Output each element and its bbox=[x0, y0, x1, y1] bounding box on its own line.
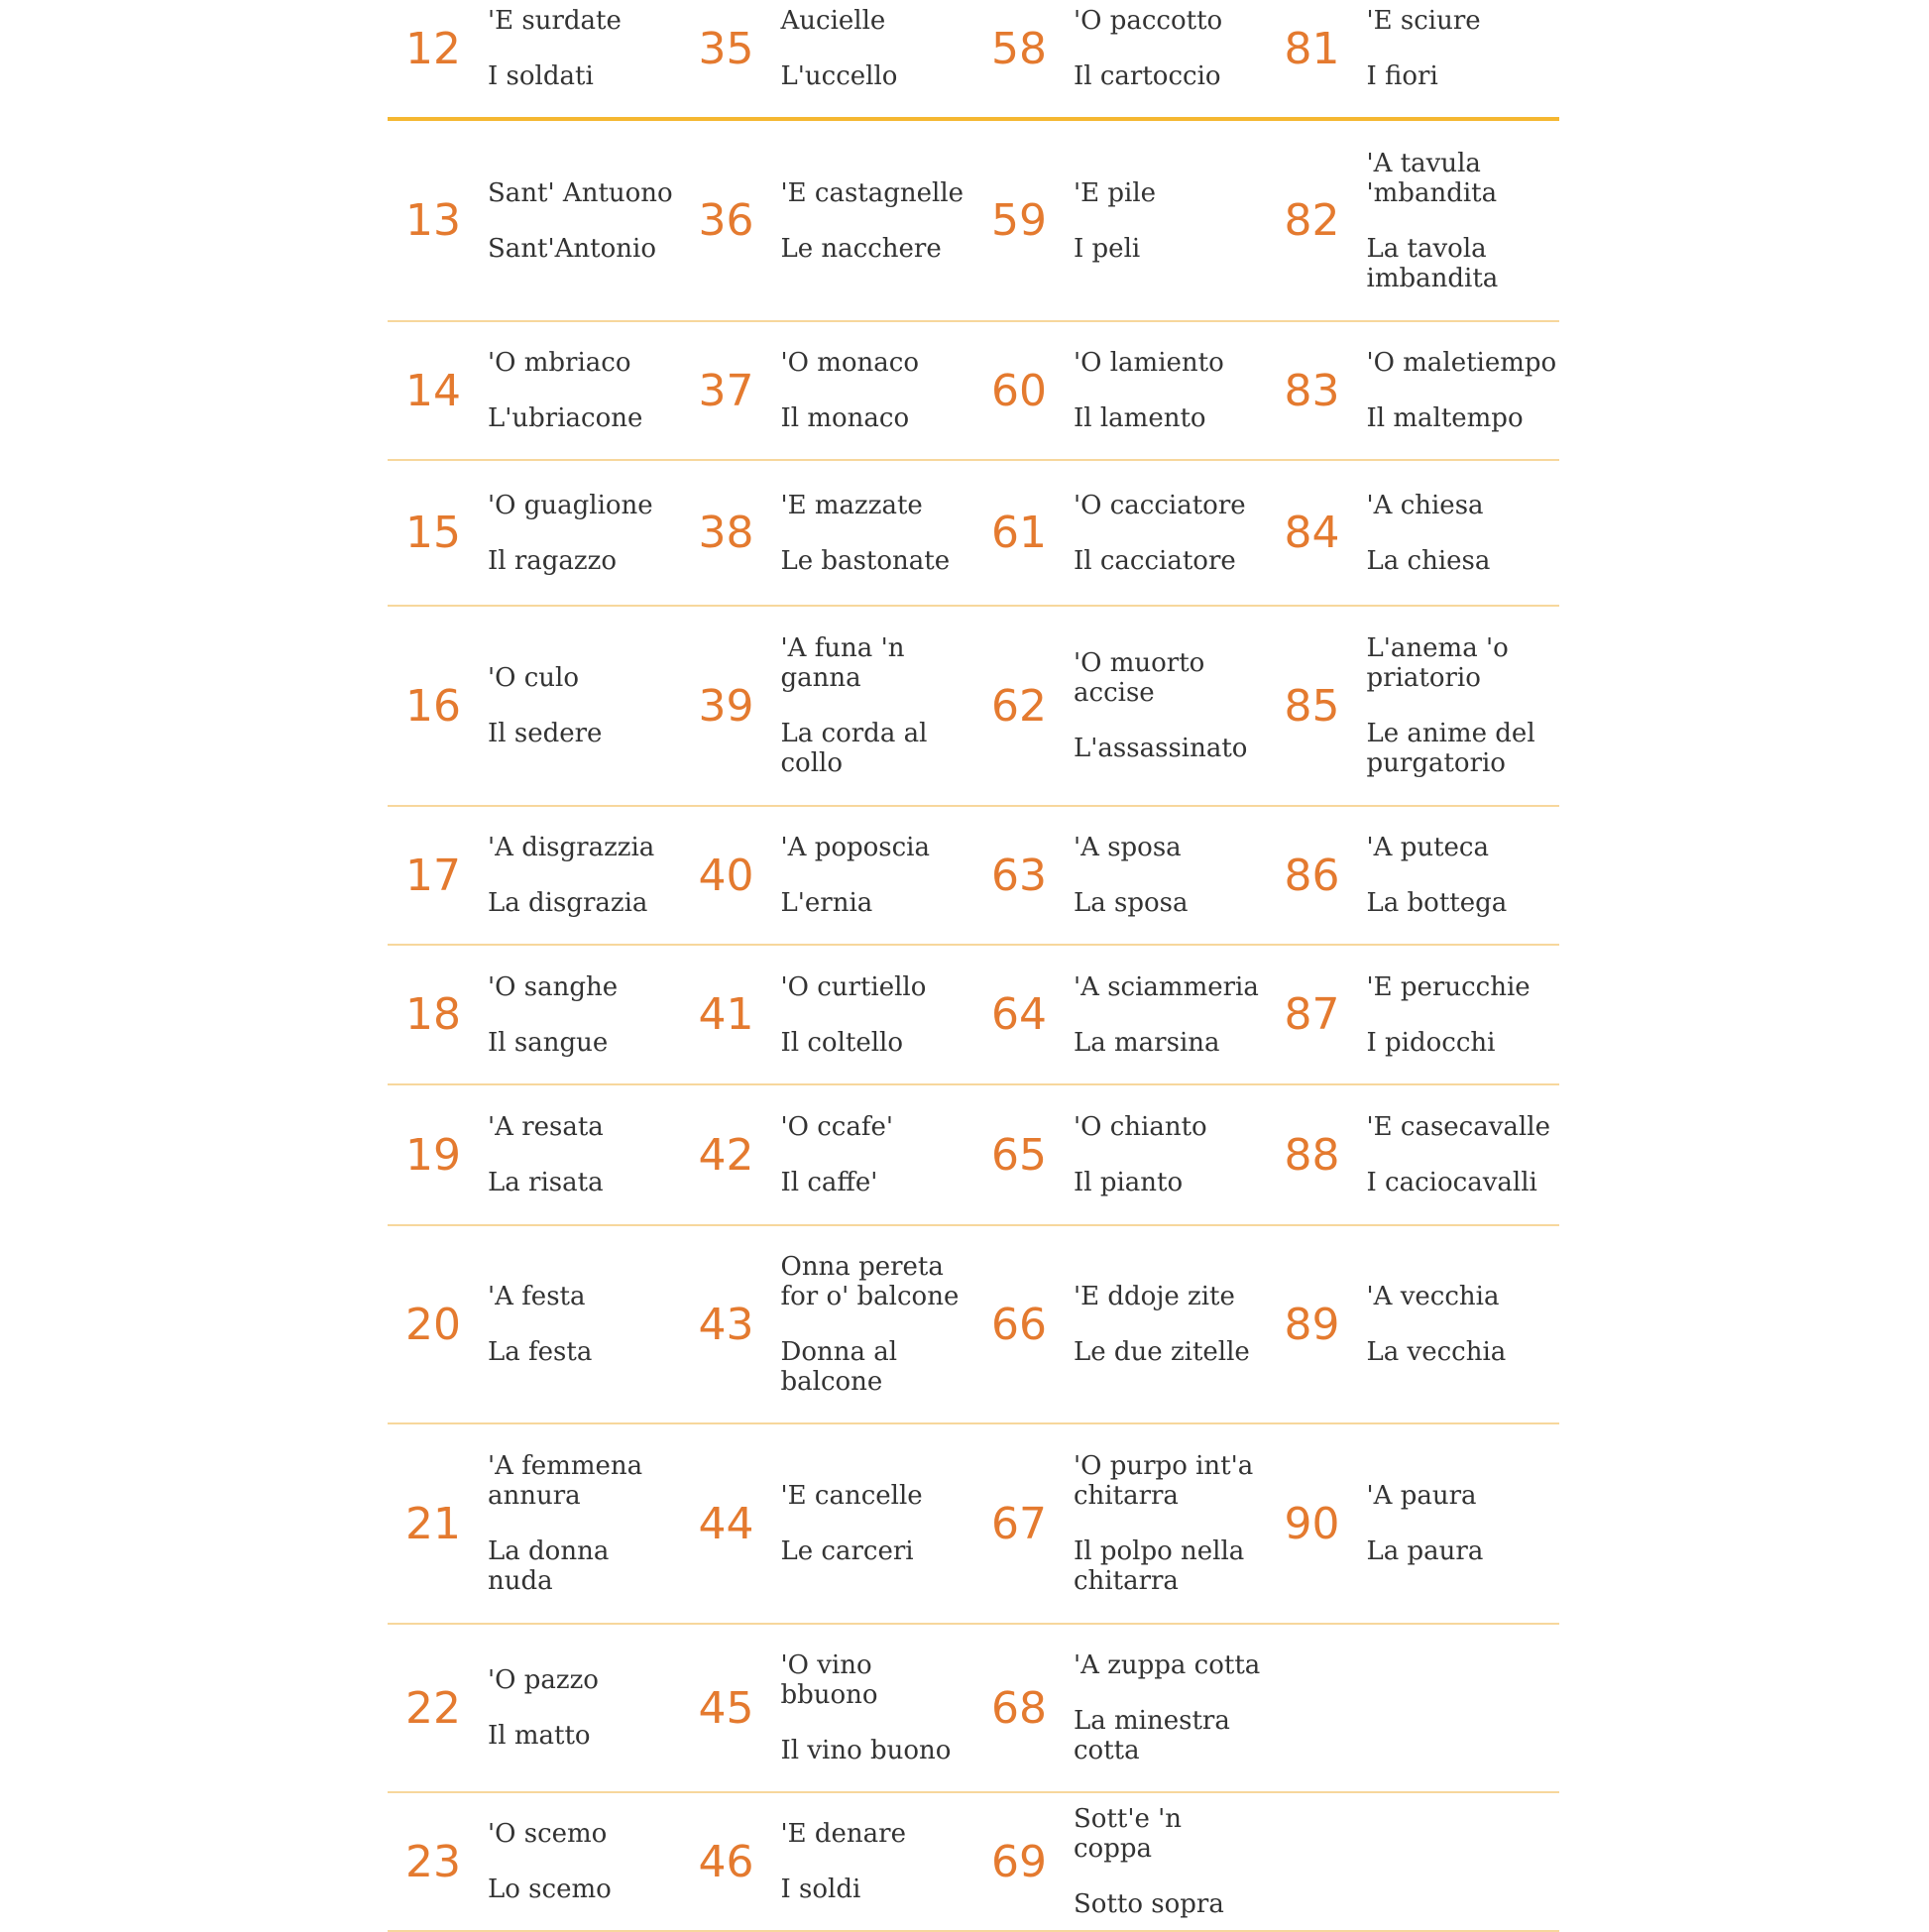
neapolitan-term: 'E pile bbox=[1074, 177, 1157, 208]
table-row bbox=[388, 1085, 1559, 1226]
entry-number: 46 bbox=[698, 1836, 754, 1887]
number-entry bbox=[1267, 1085, 1560, 1224]
entry-texts bbox=[1364, 491, 1560, 576]
italian-translation: La vecchia bbox=[1366, 1337, 1507, 1367]
entry-texts bbox=[1071, 833, 1267, 918]
entry-texts bbox=[778, 1819, 974, 1904]
entry-number: 17 bbox=[405, 850, 461, 901]
italian-translation: Il vino buono bbox=[780, 1736, 952, 1765]
entry-number: 69 bbox=[991, 1836, 1047, 1887]
number-entry bbox=[681, 1625, 974, 1791]
entry-texts bbox=[1071, 1804, 1267, 1919]
entry-number: 12 bbox=[405, 24, 461, 74]
italian-translation: I caciocavalli bbox=[1366, 1168, 1537, 1197]
number-entry bbox=[388, 0, 681, 91]
number-entry bbox=[681, 1793, 974, 1930]
entry-number: 16 bbox=[405, 680, 461, 732]
number-entry bbox=[681, 946, 974, 1083]
italian-translation: Le bastonate bbox=[780, 545, 951, 576]
number-entry bbox=[681, 0, 974, 91]
table-row bbox=[388, 1424, 1559, 1625]
entry-texts bbox=[1364, 1481, 1560, 1566]
neapolitan-term: 'O chianto bbox=[1074, 1112, 1207, 1142]
neapolitan-term: 'E perucchie bbox=[1366, 971, 1531, 1002]
entry-texts bbox=[485, 833, 681, 918]
neapolitan-term: 'A femmena annura bbox=[488, 1451, 643, 1511]
italian-translation: Le anime del purgatorio bbox=[1366, 719, 1535, 778]
number-entry bbox=[973, 946, 1267, 1083]
smorfia-table bbox=[388, 0, 1559, 1932]
entry-number: 83 bbox=[1284, 365, 1340, 416]
italian-translation: Sant'Antonio bbox=[488, 233, 656, 264]
italian-translation: Lo scemo bbox=[488, 1875, 612, 1904]
number-entry bbox=[1267, 807, 1560, 944]
number-entry bbox=[973, 1424, 1267, 1623]
italian-translation: La tavola imbandita bbox=[1366, 233, 1499, 293]
entry-texts bbox=[778, 1112, 974, 1197]
neapolitan-term: 'A festa bbox=[488, 1282, 586, 1311]
italian-translation: Il coltello bbox=[780, 1027, 903, 1058]
entry-texts bbox=[485, 1665, 681, 1751]
number-entry bbox=[1267, 121, 1560, 320]
entry-texts bbox=[778, 972, 974, 1058]
entry-texts bbox=[485, 178, 681, 264]
italian-translation: La paura bbox=[1366, 1536, 1484, 1566]
neapolitan-term: 'A zuppa cotta bbox=[1074, 1650, 1261, 1680]
neapolitan-term: 'A vecchia bbox=[1366, 1282, 1500, 1311]
entry-number: 63 bbox=[991, 850, 1047, 901]
neapolitan-term: 'O vino bbuono bbox=[780, 1650, 878, 1710]
entry-number: 66 bbox=[991, 1299, 1047, 1350]
italian-translation: La minestra cotta bbox=[1074, 1706, 1230, 1765]
neapolitan-term: Sant' Antuono bbox=[488, 177, 673, 208]
number-entry bbox=[1267, 0, 1560, 91]
number-entry bbox=[973, 807, 1267, 944]
entry-number: 43 bbox=[698, 1299, 754, 1350]
number-entry bbox=[973, 1085, 1267, 1224]
italian-translation: Sotto sopra bbox=[1074, 1889, 1224, 1919]
neapolitan-term: 'O cacciatore bbox=[1074, 490, 1246, 520]
number-entry bbox=[681, 322, 974, 459]
italian-translation: Le due zitelle bbox=[1074, 1337, 1250, 1367]
neapolitan-term: Onna pereta for o' balcone bbox=[780, 1252, 960, 1311]
table-row bbox=[388, 322, 1559, 461]
italian-translation: Il matto bbox=[488, 1721, 591, 1751]
entry-number: 67 bbox=[991, 1498, 1047, 1549]
entry-texts bbox=[485, 1819, 681, 1904]
neapolitan-term: 'A disgrazzia bbox=[488, 833, 655, 862]
entry-texts bbox=[778, 633, 974, 778]
entry-texts bbox=[1071, 491, 1267, 576]
italian-translation: Il lamento bbox=[1074, 403, 1206, 433]
number-entry bbox=[973, 0, 1267, 91]
table-row bbox=[388, 1793, 1559, 1932]
entry-number: 38 bbox=[698, 508, 754, 558]
table-row bbox=[388, 607, 1559, 807]
italian-translation: Le carceri bbox=[780, 1536, 914, 1566]
number-entry bbox=[388, 607, 681, 805]
neapolitan-term: 'O sanghe bbox=[488, 971, 619, 1002]
italian-translation: I peli bbox=[1074, 233, 1141, 264]
number-entry bbox=[388, 1226, 681, 1422]
number-entry bbox=[1267, 1793, 1560, 1930]
entry-texts bbox=[1364, 6, 1560, 91]
italian-translation: La bottega bbox=[1366, 888, 1508, 918]
neapolitan-term: 'O pazzo bbox=[488, 1665, 599, 1695]
number-entry bbox=[388, 946, 681, 1083]
number-entry bbox=[1267, 322, 1560, 459]
entry-number: 19 bbox=[405, 1129, 461, 1181]
table-row bbox=[388, 807, 1559, 946]
number-entry bbox=[681, 1424, 974, 1623]
italian-translation: L'assassinato bbox=[1074, 734, 1248, 763]
entry-texts bbox=[485, 491, 681, 576]
number-entry bbox=[681, 807, 974, 944]
number-entry bbox=[973, 607, 1267, 805]
entry-number: 60 bbox=[991, 365, 1047, 416]
entry-texts bbox=[1364, 149, 1560, 293]
italian-translation: La marsina bbox=[1074, 1027, 1220, 1058]
italian-translation: Il pianto bbox=[1074, 1168, 1184, 1197]
entry-number: 37 bbox=[698, 365, 754, 416]
neapolitan-term: 'E ddoje zite bbox=[1074, 1282, 1235, 1311]
italian-translation: La disgrazia bbox=[488, 888, 648, 918]
entry-number: 45 bbox=[698, 1682, 754, 1734]
entry-texts bbox=[1071, 648, 1267, 763]
entry-texts bbox=[778, 491, 974, 576]
neapolitan-term: 'E casecavalle bbox=[1366, 1112, 1550, 1142]
entry-number: 84 bbox=[1284, 508, 1340, 558]
entry-number: 89 bbox=[1284, 1299, 1340, 1350]
neapolitan-term: 'O ccafe' bbox=[780, 1112, 894, 1142]
number-entry bbox=[388, 1625, 681, 1791]
entry-number: 61 bbox=[991, 508, 1047, 558]
italian-translation: La donna nuda bbox=[488, 1536, 610, 1596]
italian-translation: Le nacchere bbox=[780, 233, 942, 264]
neapolitan-term: 'O mbriaco bbox=[488, 348, 631, 378]
entry-number: 41 bbox=[698, 989, 754, 1040]
neapolitan-term: L'anema 'o priatorio bbox=[1366, 633, 1509, 693]
number-entry bbox=[681, 1226, 974, 1422]
entry-texts bbox=[1071, 1112, 1267, 1197]
number-entry bbox=[1267, 461, 1560, 605]
entry-texts bbox=[485, 663, 681, 748]
number-entry bbox=[973, 1625, 1267, 1791]
entry-texts bbox=[1071, 1650, 1267, 1765]
entry-texts bbox=[485, 1451, 681, 1596]
entry-texts bbox=[485, 1112, 681, 1197]
entry-number: 85 bbox=[1284, 680, 1340, 732]
number-entry bbox=[1267, 1625, 1560, 1791]
neapolitan-term: 'A tavula 'mbandita bbox=[1366, 148, 1498, 208]
neapolitan-term: 'A sposa bbox=[1074, 833, 1182, 862]
neapolitan-term: 'A puteca bbox=[1366, 833, 1489, 862]
italian-translation: L'ubriacone bbox=[488, 403, 643, 433]
entry-texts bbox=[1071, 972, 1267, 1058]
number-entry bbox=[388, 1424, 681, 1623]
entry-texts bbox=[778, 1252, 974, 1397]
neapolitan-term: 'O lamiento bbox=[1074, 348, 1224, 378]
number-entry bbox=[1267, 607, 1560, 805]
table-row bbox=[388, 1226, 1559, 1424]
neapolitan-term: 'A poposcia bbox=[780, 833, 931, 862]
entry-texts bbox=[778, 348, 974, 433]
entry-texts bbox=[1071, 178, 1267, 264]
entry-number: 18 bbox=[405, 989, 461, 1040]
neapolitan-term: 'O maletiempo bbox=[1366, 348, 1557, 378]
entry-texts bbox=[485, 972, 681, 1058]
neapolitan-term: 'O muorto accise bbox=[1074, 648, 1205, 708]
entry-number: 65 bbox=[991, 1129, 1047, 1181]
italian-translation: La corda al collo bbox=[780, 719, 928, 778]
neapolitan-term: 'O purpo int'a chitarra bbox=[1074, 1451, 1254, 1511]
neapolitan-term: 'A resata bbox=[488, 1112, 604, 1142]
number-entry bbox=[388, 807, 681, 944]
entry-number: 42 bbox=[698, 1129, 754, 1181]
number-entry bbox=[681, 607, 974, 805]
neapolitan-term: Sott'e 'n coppa bbox=[1074, 1804, 1183, 1864]
italian-translation: I pidocchi bbox=[1366, 1027, 1496, 1058]
entry-number: 14 bbox=[405, 365, 461, 416]
entry-texts bbox=[1071, 348, 1267, 433]
entry-texts bbox=[1071, 6, 1267, 91]
entry-number: 13 bbox=[405, 195, 461, 246]
italian-translation: Il monaco bbox=[780, 403, 910, 433]
neapolitan-term: 'O paccotto bbox=[1074, 6, 1223, 36]
entry-number: 82 bbox=[1284, 195, 1340, 246]
table-row bbox=[388, 121, 1559, 322]
number-entry bbox=[1267, 1226, 1560, 1422]
italian-translation: Il caffe' bbox=[780, 1168, 878, 1197]
number-entry bbox=[388, 121, 681, 320]
neapolitan-term: 'O scemo bbox=[488, 1819, 608, 1849]
italian-translation: Il polpo nella chitarra bbox=[1074, 1536, 1245, 1596]
italian-translation: Il sedere bbox=[488, 719, 603, 748]
entry-texts bbox=[1364, 1282, 1560, 1367]
number-entry bbox=[973, 121, 1267, 320]
italian-translation: Il ragazzo bbox=[488, 545, 617, 576]
number-entry bbox=[1267, 946, 1560, 1083]
entry-texts bbox=[778, 178, 974, 264]
italian-translation: I soldi bbox=[780, 1875, 861, 1904]
neapolitan-term: 'E cancelle bbox=[780, 1481, 923, 1511]
neapolitan-term: 'E surdate bbox=[488, 6, 622, 36]
neapolitan-term: 'A sciammeria bbox=[1074, 971, 1259, 1002]
entry-number: 21 bbox=[405, 1498, 461, 1549]
entry-texts bbox=[778, 833, 974, 918]
entry-number: 58 bbox=[991, 24, 1047, 74]
neapolitan-term: 'O guaglione bbox=[488, 490, 653, 520]
neapolitan-term: Aucielle bbox=[780, 6, 886, 36]
neapolitan-term: 'O curtiello bbox=[780, 971, 927, 1002]
entry-number: 86 bbox=[1284, 850, 1340, 901]
italian-translation: Il sangue bbox=[488, 1027, 609, 1058]
number-entry bbox=[388, 1085, 681, 1224]
entry-number: 23 bbox=[405, 1836, 461, 1887]
entry-texts bbox=[1364, 348, 1560, 433]
entry-number: 35 bbox=[698, 24, 754, 74]
number-entry bbox=[681, 461, 974, 605]
number-entry bbox=[973, 322, 1267, 459]
neapolitan-term: 'O monaco bbox=[780, 348, 919, 378]
italian-translation: Il cartoccio bbox=[1074, 61, 1221, 91]
entry-texts bbox=[1364, 1112, 1560, 1197]
number-entry bbox=[973, 1793, 1267, 1930]
italian-translation: La risata bbox=[488, 1168, 604, 1197]
entry-texts bbox=[1364, 633, 1560, 778]
entry-texts bbox=[485, 6, 681, 91]
number-entry bbox=[973, 1226, 1267, 1422]
table-row bbox=[388, 946, 1559, 1085]
neapolitan-term: 'E castagnelle bbox=[780, 177, 964, 208]
entry-texts bbox=[1071, 1451, 1267, 1596]
entry-number: 90 bbox=[1284, 1498, 1340, 1549]
number-entry bbox=[388, 1793, 681, 1930]
italian-translation: Il cacciatore bbox=[1074, 545, 1236, 576]
entry-number: 62 bbox=[991, 680, 1047, 732]
entry-number: 81 bbox=[1284, 24, 1340, 74]
italian-translation: La sposa bbox=[1074, 888, 1189, 918]
entry-number: 15 bbox=[405, 508, 461, 558]
number-entry bbox=[388, 322, 681, 459]
entry-texts bbox=[778, 1481, 974, 1566]
italian-translation: L'uccello bbox=[780, 61, 898, 91]
table-row bbox=[388, 461, 1559, 607]
table-row bbox=[388, 0, 1559, 121]
italian-translation: I soldati bbox=[488, 61, 594, 91]
neapolitan-term: 'O culo bbox=[488, 663, 580, 693]
entry-texts bbox=[778, 1650, 974, 1765]
entry-number: 59 bbox=[991, 195, 1047, 246]
italian-translation: L'ernia bbox=[780, 888, 873, 918]
neapolitan-term: 'A funa 'n ganna bbox=[780, 633, 905, 693]
entry-number: 64 bbox=[991, 989, 1047, 1040]
entry-texts bbox=[1071, 1282, 1267, 1367]
entry-number: 39 bbox=[698, 680, 754, 732]
entry-number: 44 bbox=[698, 1498, 754, 1549]
italian-translation: I fiori bbox=[1366, 61, 1438, 91]
entry-texts bbox=[1364, 972, 1560, 1058]
italian-translation: La chiesa bbox=[1366, 545, 1491, 576]
number-entry bbox=[681, 121, 974, 320]
table-row bbox=[388, 1625, 1559, 1793]
number-entry bbox=[681, 1085, 974, 1224]
neapolitan-term: 'E mazzate bbox=[780, 490, 923, 520]
italian-translation: Donna al balcone bbox=[780, 1337, 898, 1397]
number-entry bbox=[973, 461, 1267, 605]
entry-number: 88 bbox=[1284, 1129, 1340, 1181]
neapolitan-term: 'E denare bbox=[780, 1819, 906, 1849]
entry-number: 87 bbox=[1284, 989, 1340, 1040]
entry-number: 36 bbox=[698, 195, 754, 246]
neapolitan-term: 'E sciure bbox=[1366, 6, 1481, 36]
entry-number: 68 bbox=[991, 1682, 1047, 1734]
neapolitan-term: 'A chiesa bbox=[1366, 490, 1484, 520]
entry-number: 40 bbox=[698, 850, 754, 901]
entry-number: 20 bbox=[405, 1299, 461, 1350]
italian-translation: Il maltempo bbox=[1366, 403, 1524, 433]
italian-translation: La festa bbox=[488, 1337, 593, 1367]
entry-texts bbox=[1364, 833, 1560, 918]
entry-number: 22 bbox=[405, 1682, 461, 1734]
entry-texts bbox=[778, 6, 974, 91]
entry-texts bbox=[485, 348, 681, 433]
number-entry bbox=[388, 461, 681, 605]
entry-texts bbox=[485, 1282, 681, 1367]
neapolitan-term: 'A paura bbox=[1366, 1481, 1477, 1511]
number-entry bbox=[1267, 1424, 1560, 1623]
